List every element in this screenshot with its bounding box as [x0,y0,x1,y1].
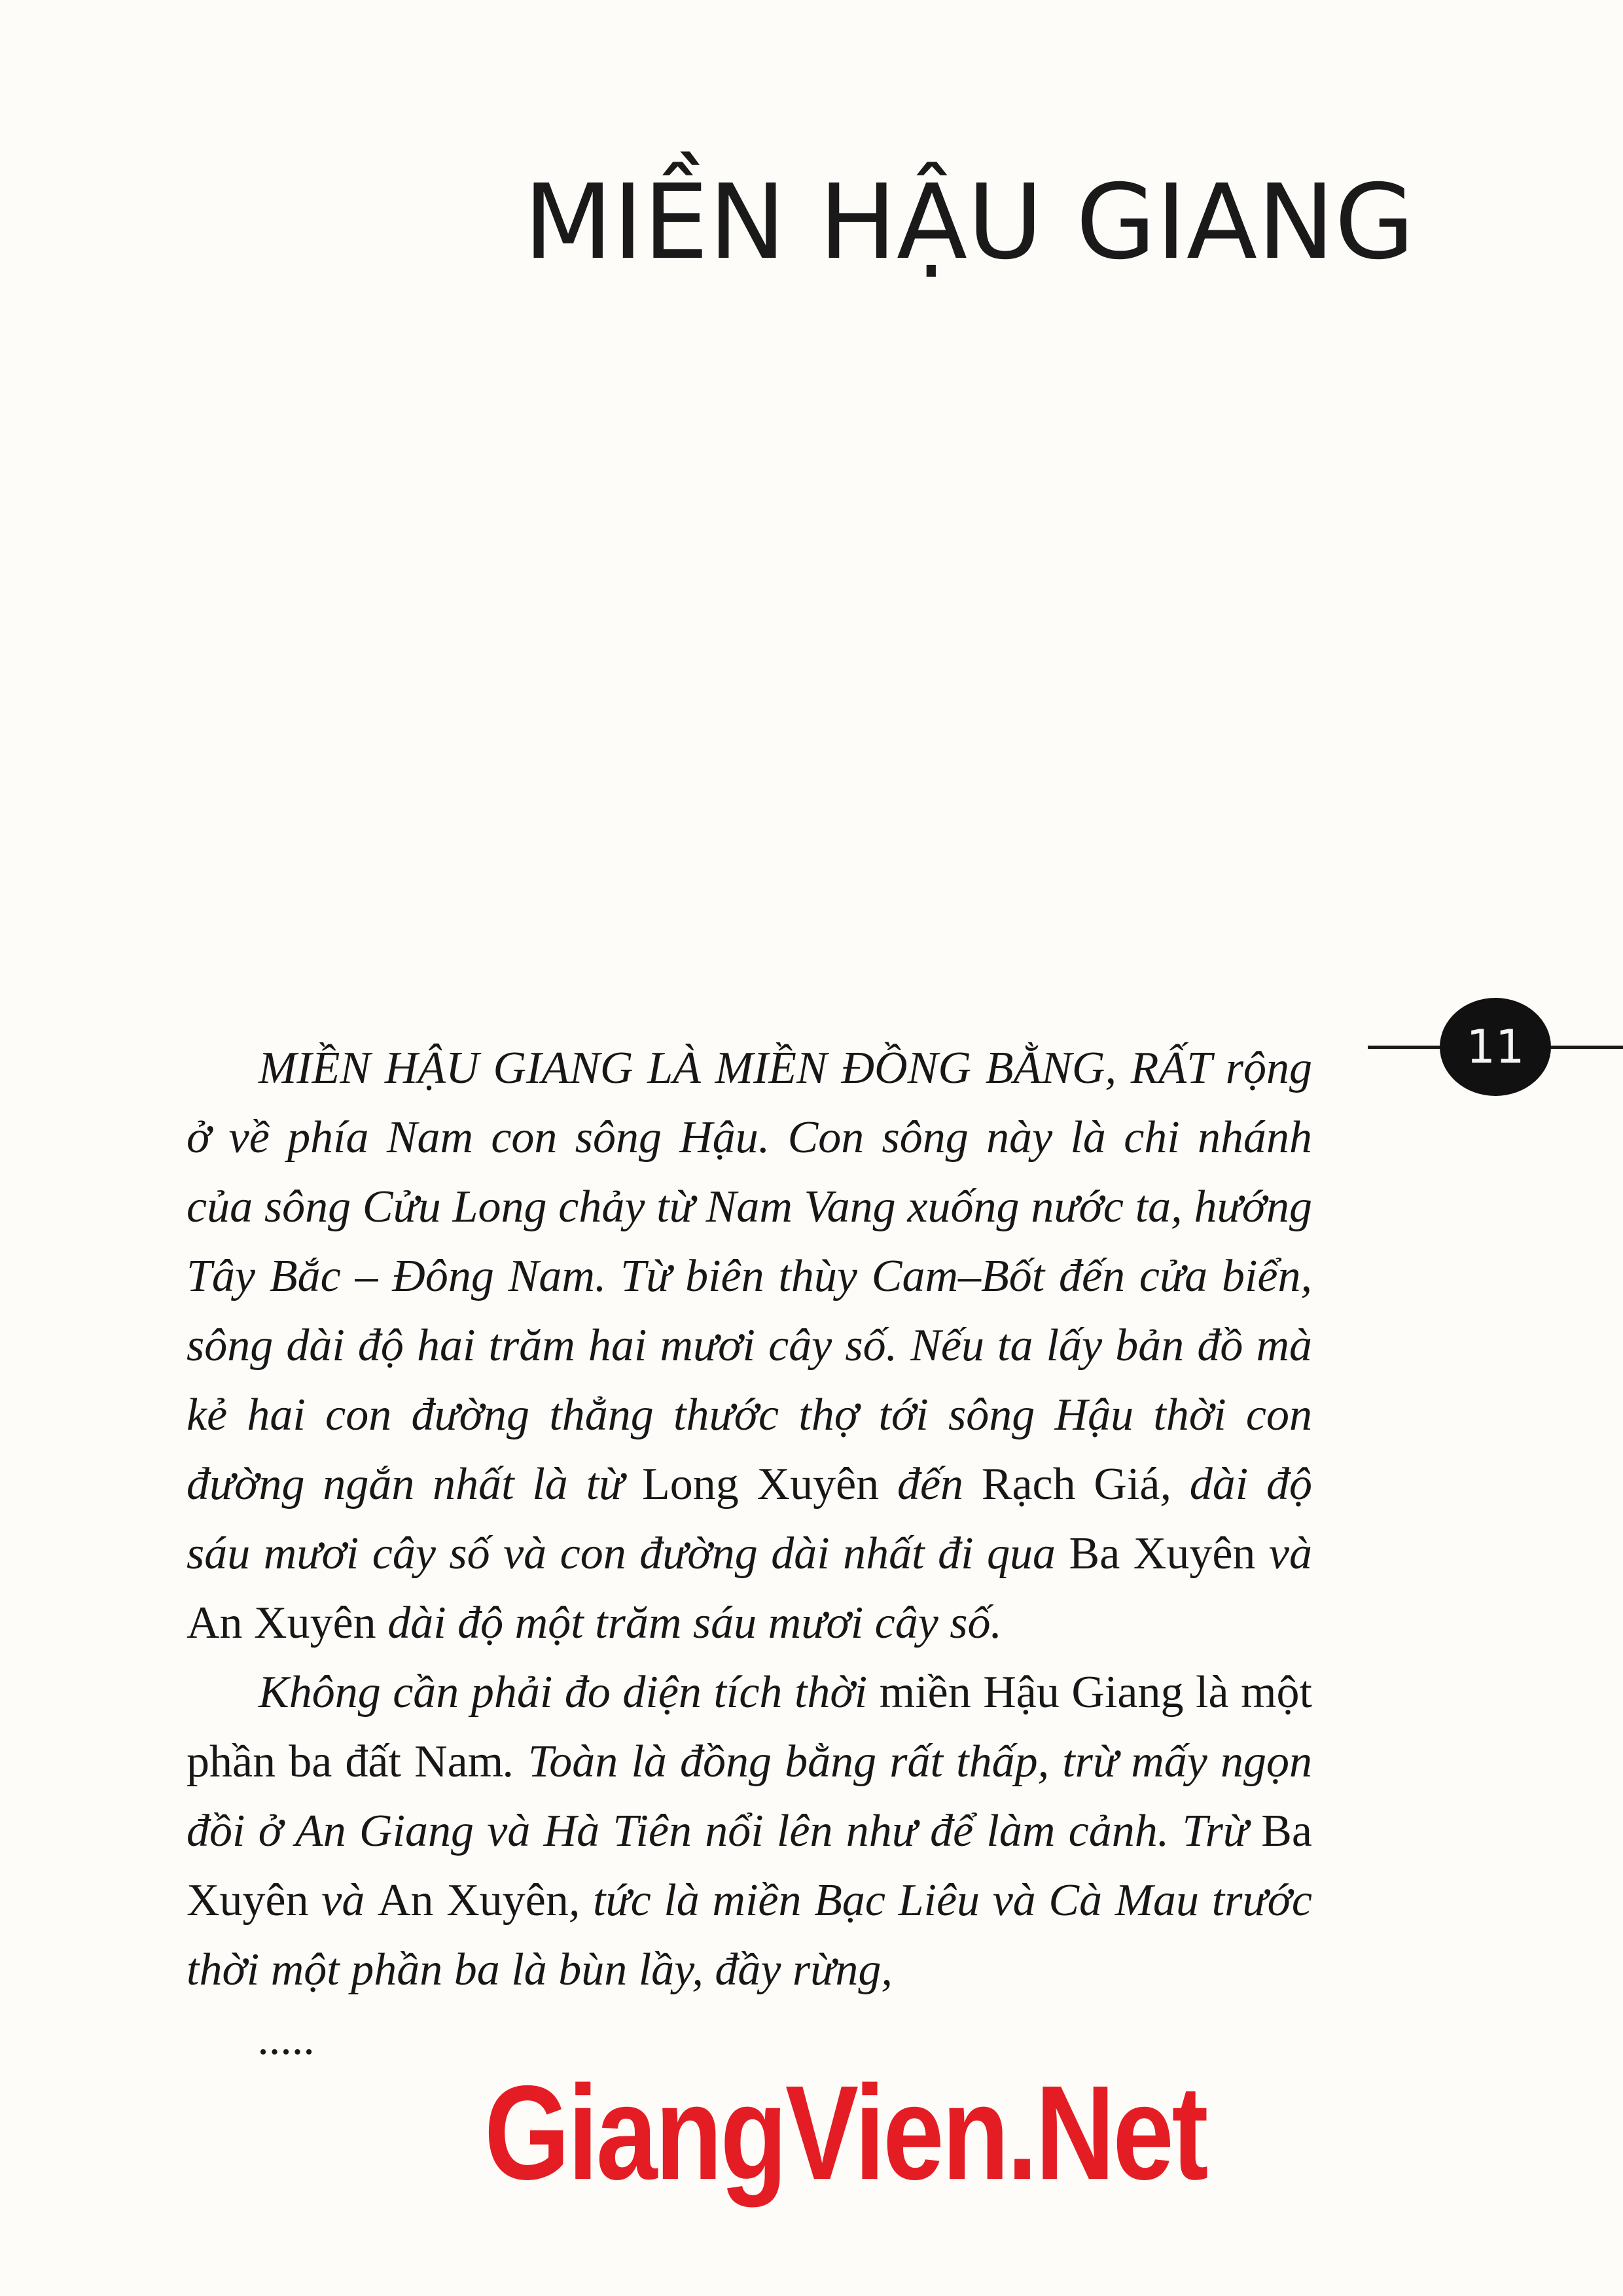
text-run: dài độ một trăm sáu mươi cây số. [376,1598,1003,1648]
text-run: , tức là miền Bạc Liêu và Cà Mau trước thời một phần ba là bùn lầy, đầy rừng, [187,1875,1312,1995]
chapter-title: MIỀN HẬU GIANG [524,162,1415,283]
page-marker-right-rule [1544,1046,1623,1049]
text-run: Ba Xuyên [1069,1528,1256,1579]
text-run: MIỀN HẬU GIANG LÀ MIỀN ĐỒNG BẰNG, RẤT rộng ở về phía Nam con sông Hậu. Con sông này là chi nhánh của sông Cửu Long chảy từ Nam Vang xuống nước ta, hướng Tây Bắc – Đông Nam. Từ biên thùy Cam–Bốt đến cửa biển, sông dài độ hai trăm hai mươi cây số. Nếu ta lấy bản đồ mà kẻ hai con đường thẳng thước thợ tới sông Hậu thời con đường ngắn nhất là từ [187,1043,1312,1510]
watermark: GiangVien.Net [484,2058,1207,2208]
text-run: miền Hậu Giang là một phần ba đất Nam [187,1667,1312,1787]
text-run: Không cần phải đo diện tích thời [259,1667,880,1718]
ellipsis: ..... [259,2014,316,2064]
paragraph-2 [187,1658,1312,2005]
text-run: và [1255,1528,1312,1579]
text-run: đến [879,1459,982,1510]
text-run: Ba Xuyên [187,1806,1312,1926]
paragraph-1 [187,1034,1312,1658]
text-run: Long Xuyên [641,1459,880,1510]
text-run: . Toàn là đồng bằng rất thấp, trừ mấy ngọn đồi ở An Giang và Hà Tiên nổi lên như để làm cảnh. Trừ [187,1737,1312,1856]
page-number-marker [1368,998,1623,1096]
text-run: , dài độ sáu mươi cây số và con đường dài nhất đi qua [187,1459,1312,1579]
page-marker-left-rule [1368,1046,1446,1049]
text-run: và [308,1875,378,1926]
page-number: 11 [1440,998,1551,1096]
text-run: Rạch Giá [981,1459,1160,1510]
body-text [187,1034,1312,2074]
text-run: An Xuyên [378,1875,569,1926]
text-run: An Xuyên [187,1598,376,1648]
